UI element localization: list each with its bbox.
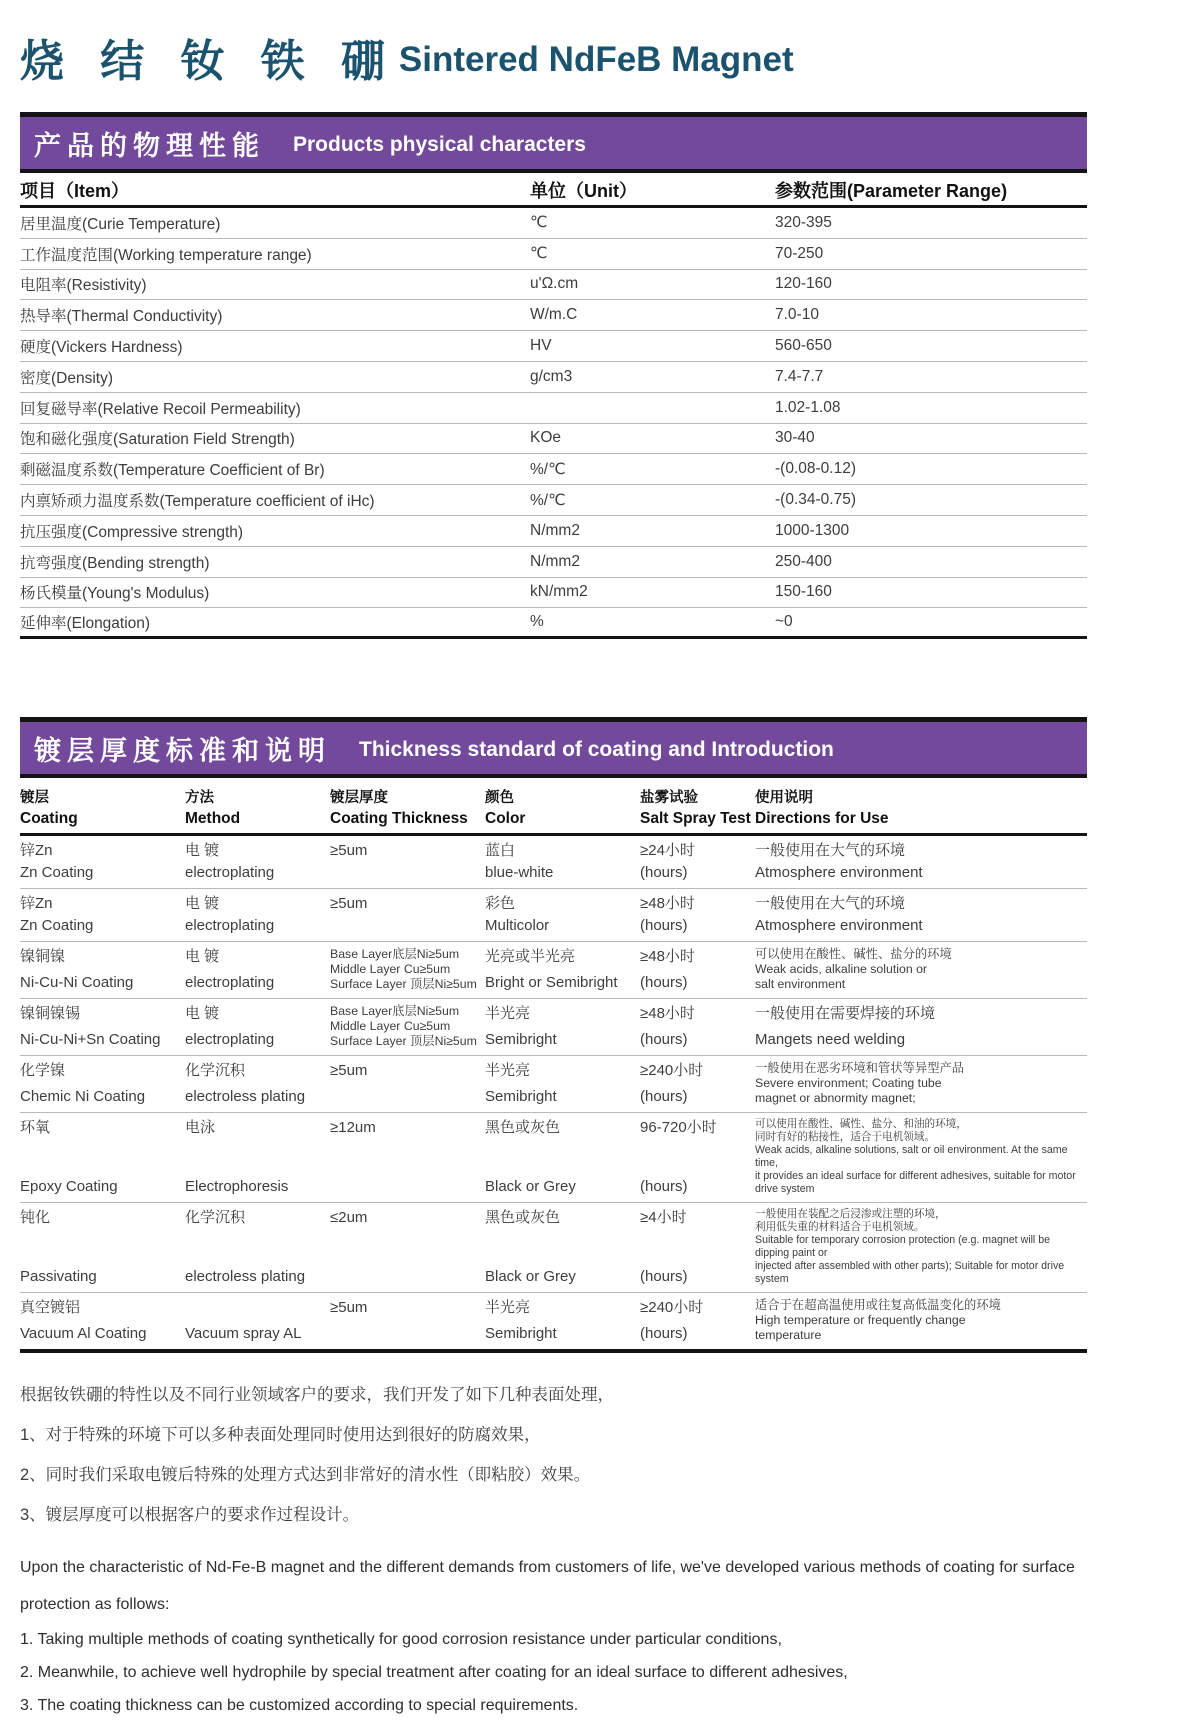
coating-cell-line: blue-white [485,864,554,882]
coating-cell-method [185,1061,330,1106]
physical-row [20,362,1087,393]
physical-cell-unit: HV [530,337,552,355]
coating-banner [20,717,1087,778]
coating-cell-thickness [330,841,485,882]
coating-row [20,1113,1087,1203]
coating-cell-line: 96-720小时 [640,1119,717,1137]
physical-cell-item: 延伸率(Elongation) [20,615,151,633]
coating-table-header [20,782,1087,836]
coating-cell-line: 化学镍 [20,1062,66,1080]
coating-cell-line: Atmosphere environment [755,917,923,935]
physical-cell-item: 热导率(Thermal Conductivity) [20,308,223,326]
coating-cell-line [185,1298,330,1317]
coating-cell-line: 适合于在超高温使用或往复高低温变化的环境 [755,1298,1001,1313]
coating-header-en: Directions for Use [755,810,889,828]
physical-cell-item: 电阻率(Resistivity) [20,277,147,295]
physical-cell-item: 剩磁温度系数(Temperature Coefficient of Br) [20,462,325,480]
notes-zh [20,1375,1087,1535]
coating-cell-method [185,1004,330,1049]
physical-cell-item: 密度(Density) [20,369,114,387]
coating-cell-line: ≥4小时 [640,1209,687,1227]
note-en-line: 2. Meanwhile, to achieve well hydrophile by special treatment after coating for an ideal surface to different adhesives, [20,1664,848,1682]
coating-header-salt [640,788,755,829]
coating-table-body [20,836,1087,1353]
physical-cell-unit: W/m.C [530,306,578,324]
physical-section [20,112,1087,639]
coating-cell-line: 可以使用在酸性、碱性、盐分、和油的环境， [755,1118,967,1131]
physical-cell-item: 工作温度范围(Working temperature range) [20,246,312,264]
coating-cell-line: 电 镀 [185,1005,220,1023]
physical-cell-item: 回复磁导率(Relative Recoil Permeability) [20,400,301,418]
page-title [20,0,1087,96]
physical-cell-unit: ℃ [530,214,548,232]
physical-cell-range: -(0.34-0.75) [775,491,856,509]
coating-cell-line: injected after assembled with other parts); Suitable for motor drive system [755,1260,1065,1286]
coating-cell-line: Semibright [485,1325,557,1343]
coating-cell-line: 一般使用在装配之后浸渗或注塑的环境， [755,1208,946,1221]
physical-banner-en: Products physical characters [293,133,586,156]
coating-cell-line: 电 镀 [185,948,220,966]
coating-cell-line: 锌Zn [20,842,53,860]
coating-row [20,999,1087,1056]
coating-header-coating [20,788,185,829]
coating-cell-thickness [330,1004,485,1049]
coating-cell-line: Severe environment; Coating tube [755,1076,942,1091]
physical-cell-range: 7.0-10 [775,306,819,324]
coating-cell-line: Base Layer底层Ni≥5um [330,947,460,962]
physical-cell-unit: KOe [530,429,562,447]
physical-cell-unit: kN/mm2 [530,583,588,601]
coating-cell-thickness [330,894,485,935]
physical-banner [20,112,1087,173]
coating-cell-salt [640,894,755,935]
coating-cell-line: 黑色或灰色 [485,1119,561,1137]
coating-cell-line: 可以使用在酸性、碱性、盐分的环境 [755,947,952,962]
physical-row [20,239,1087,270]
coating-cell-salt [640,1061,755,1106]
coating-header-en: Coating Thickness [330,810,468,828]
coating-cell-line: Zn Coating [20,864,94,882]
coating-cell-line: Multicolor [485,917,550,935]
coating-cell-line: it provides an ideal surface for different adhesives, suitable for motor drive system [755,1170,1076,1196]
coating-cell-line: Chemic Ni Coating [20,1088,146,1106]
coating-cell-directions [755,1298,1087,1343]
physical-cell-unit: ℃ [530,245,548,263]
coating-cell-line: Zn Coating [20,917,94,935]
coating-cell-directions [755,1004,1087,1049]
physical-row [20,393,1087,424]
physical-table-header [20,175,1087,208]
coating-cell-line: 半光亮 [485,1062,531,1080]
coating-cell-method [185,1118,330,1196]
coating-cell-line: 一般使用在恶劣环境和管状等异型产品 [755,1061,965,1076]
coating-cell-line: Middle Layer Cu≥5um [330,962,451,977]
coating-cell-line: electroless plating [185,1088,306,1106]
physical-header-item: 项目（Item） [20,181,130,201]
coating-cell-directions [755,1208,1087,1286]
coating-header-zh: 使用说明 [755,790,813,807]
physical-cell-unit: u'Ω.cm [530,275,579,293]
coating-cell-color [485,894,640,935]
coating-cell-line: Epoxy Coating [20,1178,118,1196]
coating-cell-line: 蓝白 [485,842,516,860]
coating-cell-line: (hours) [640,917,688,935]
coating-cell-line: 锌Zn [20,895,53,913]
coating-cell-line: ≥48小时 [640,895,695,913]
coating-cell-line: ≥240小时 [640,1299,704,1317]
coating-header-en: Coating [20,810,78,828]
coating-cell-method [185,1208,330,1286]
coating-cell-line: 电 镀 [185,842,220,860]
coating-cell-salt [640,947,755,992]
coating-cell-thickness [330,1118,485,1196]
coating-cell-directions [755,947,1087,992]
coating-cell-thickness [330,1061,485,1106]
coating-cell-coating [20,894,185,935]
coating-cell-color [485,947,640,992]
physical-row [20,331,1087,362]
physical-cell-range: -(0.08-0.12) [775,460,856,478]
coating-cell-line: ≥12um [330,1119,376,1137]
coating-cell-line: (hours) [640,1268,688,1286]
coating-header-directions [755,788,1087,829]
coating-cell-coating [20,947,185,992]
coating-cell-line: Ni-Cu-Ni Coating [20,974,134,992]
coating-cell-line: ≥24小时 [640,842,695,860]
coating-cell-line: 一般使用在需要焊接的环境 [755,1005,936,1023]
physical-cell-item: 居里温度(Curie Temperature) [20,215,221,233]
coating-cell-line: (hours) [640,974,688,992]
coating-row [20,1056,1087,1113]
coating-cell-coating [20,1298,185,1343]
coating-cell-line: Atmosphere environment [755,864,923,882]
coating-cell-line: 一般使用在大气的环境 [755,895,906,913]
physical-row [20,424,1087,455]
coating-cell-line: (hours) [640,1178,688,1196]
coating-header-color [485,788,640,829]
note-zh-line: 3、镀层厚度可以根据客户的要求作过程设计。 [20,1506,360,1525]
coating-cell-line: 光亮或半光亮 [485,948,576,966]
coating-cell-method [185,841,330,882]
note-zh-line: 2、同时我们采取电镀后特殊的处理方式达到非常好的清水性（即粘胶）效果。 [20,1466,591,1485]
coating-header-method [185,788,330,829]
coating-cell-color [485,841,640,882]
coating-cell-line: electroplating [185,974,275,992]
physical-cell-range: 70-250 [775,244,824,262]
physical-cell-unit: g/cm3 [530,367,573,385]
physical-cell-range: 30-40 [775,429,815,447]
coating-row [20,942,1087,999]
coating-header-zh: 镀层 [20,790,49,807]
coating-cell-line: ≥5um [330,842,368,860]
coating-cell-line: (hours) [640,864,688,882]
coating-cell-line: Ni-Cu-Ni+Sn Coating [20,1031,161,1049]
coating-cell-thickness [330,947,485,992]
coating-cell-color [485,1118,640,1196]
coating-cell-salt [640,1118,755,1196]
physical-cell-range: 1.02-1.08 [775,398,841,416]
coating-cell-line: 化学沉积 [185,1209,246,1227]
physical-row [20,578,1087,609]
coating-cell-line: 半光亮 [485,1299,531,1317]
coating-cell-line: (hours) [640,1088,688,1106]
coating-cell-line: salt environment [755,977,846,992]
physical-row [20,300,1087,331]
coating-cell-line: Middle Layer Cu≥5um [330,1019,451,1034]
coating-cell-directions [755,1118,1087,1196]
physical-cell-item: 硬度(Vickers Hardness) [20,339,183,357]
coating-cell-line: 化学沉积 [185,1062,246,1080]
coating-header-en: Salt Spray Test [640,810,751,828]
coating-cell-color [485,1298,640,1343]
physical-row [20,485,1087,516]
physical-row [20,547,1087,578]
coating-cell-line: magnet or abnormity magnet; [755,1091,916,1106]
coating-cell-line: electroplating [185,864,275,882]
coating-cell-method [185,947,330,992]
coating-cell-line: Suitable for temporary corrosion protection (e.g. magnet will be dipping paint or [755,1234,1051,1260]
coating-cell-line: ≥5um [330,1299,368,1317]
notes-en-items [20,1623,1087,1722]
coating-cell-salt [640,1298,755,1343]
physical-row [20,516,1087,547]
coating-cell-line: 电泳 [185,1119,216,1137]
coating-cell-directions [755,894,1087,935]
physical-banner-zh: 产品的物理性能 [34,130,265,161]
coating-cell-line: Base Layer底层Ni≥5um [330,1004,460,1019]
coating-cell-coating [20,1118,185,1196]
coating-cell-line: ≥5um [330,895,368,913]
coating-row [20,1203,1087,1293]
coating-cell-line: ≥48小时 [640,1005,695,1023]
coating-cell-line: ≥48小时 [640,948,695,966]
coating-cell-line: High temperature or frequently change [755,1313,966,1328]
coating-cell-salt [640,1004,755,1049]
coating-cell-salt [640,841,755,882]
coating-header-zh: 镀层厚度 [330,790,388,807]
coating-cell-line: ≥5um [330,1062,368,1080]
coating-cell-line: temperature [755,1328,822,1343]
coating-cell-coating [20,1004,185,1049]
coating-header-zh: 方法 [185,790,214,807]
page-content [20,0,1087,1722]
physical-table-body [20,208,1087,639]
physical-header-unit: 单位（Unit） [530,181,637,201]
physical-cell-range: 120-160 [775,275,832,293]
coating-row [20,889,1087,942]
coating-cell-line: electroplating [185,1031,275,1049]
coating-cell-line: Black or Grey [485,1178,576,1196]
physical-cell-item: 内禀矫顽力温度系数(Temperature coefficient of iHc) [20,493,375,511]
coating-cell-line: 电 镀 [185,895,220,913]
notes-en-intro: Upon the characteristic of Nd-Fe-B magnet and the different demands from customers of life, we've developed various methods of coating for surface protection as follows: [20,1559,1075,1614]
coating-row [20,1293,1087,1353]
physical-cell-range: ~0 [775,613,793,631]
physical-cell-unit: %/℃ [530,460,566,478]
physical-row [20,208,1087,239]
physical-cell-unit: % [530,613,544,631]
coating-cell-line: ≤2um [330,1209,368,1227]
coating-cell-color [485,1208,640,1286]
physical-cell-item: 饱和磁化强度(Saturation Field Strength) [20,431,295,449]
coating-cell-line: Mangets need welding [755,1031,906,1049]
coating-cell-line: Vacuum spray AL [185,1325,302,1343]
physical-cell-unit: N/mm2 [530,521,580,539]
coating-banner-zh: 镀层厚度标准和说明 [34,735,331,766]
physical-cell-range: 150-160 [775,583,832,601]
coating-cell-directions [755,841,1087,882]
coating-cell-line: electroless plating [185,1268,306,1286]
coating-cell-line: 钝化 [20,1209,51,1227]
coating-cell-thickness [330,1298,485,1343]
coating-cell-method [185,894,330,935]
coating-banner-en: Thickness standard of coating and Introduction [359,738,834,762]
coating-cell-method [185,1298,330,1343]
coating-cell-color [485,1004,640,1049]
note-zh-line: 根据钕铁硼的特性以及不同行业领域客户的要求，我们开发了如下几种表面处理， [20,1386,614,1405]
physical-cell-item: 抗弯强度(Bending strength) [20,554,210,572]
physical-cell-unit: %/℃ [530,491,566,509]
coating-cell-line: 利用低失重的材料适合于电机领域。 [755,1221,925,1234]
physical-cell-item: 杨氏模量(Young's Modulus) [20,585,210,603]
coating-cell-line: Passivating [20,1268,97,1286]
coating-cell-line: 同时有好的粘接性，适合于电机领域。 [755,1131,936,1144]
coating-cell-line: electroplating [185,917,275,935]
coating-cell-line: 彩色 [485,895,516,913]
coating-cell-line: 真空镀铝 [20,1299,81,1317]
physical-cell-range: 320-395 [775,213,832,231]
note-zh-line: 1、对于特殊的环境下可以多种表面处理同时使用达到很好的防腐效果， [20,1426,541,1445]
coating-cell-line: (hours) [640,1031,688,1049]
coating-cell-line: (hours) [640,1325,688,1343]
coating-cell-salt [640,1208,755,1286]
coating-cell-line: ≥240小时 [640,1062,704,1080]
physical-cell-range: 250-400 [775,552,832,570]
coating-header-zh: 颜色 [485,790,514,807]
page-title-zh: 烧 结 钕 铁 硼 [20,37,397,86]
coating-header-en: Method [185,810,241,828]
physical-cell-item: 抗压强度(Compressive strength) [20,523,244,541]
coating-cell-coating [20,1061,185,1106]
coating-cell-color [485,1061,640,1106]
coating-cell-line: Black or Grey [485,1268,576,1286]
coating-header-thickness [330,788,485,829]
coating-cell-line: 半光亮 [485,1005,531,1023]
coating-cell-line: Semibright [485,1031,557,1049]
coating-cell-line: 一般使用在大气的环境 [755,842,906,860]
coating-cell-coating [20,841,185,882]
physical-row [20,270,1087,301]
coating-header-en: Color [485,810,526,828]
notes-en [20,1549,1087,1722]
coating-cell-directions [755,1061,1087,1106]
note-en-line: 3. The coating thickness can be customized according to special requirements. [20,1697,579,1715]
physical-header-range: 参数范围(Parameter Range) [775,181,1008,201]
coating-cell-coating [20,1208,185,1286]
coating-cell-thickness [330,1208,485,1286]
coating-cell-line: 镍铜镍 [20,948,66,966]
coating-header-zh: 盐雾试验 [640,790,698,807]
physical-cell-range: 560-650 [775,337,832,355]
coating-cell-line: Weak acids, alkaline solutions, salt or oil environment. At the same time, [755,1144,1068,1170]
coating-cell-line: 黑色或灰色 [485,1209,561,1227]
coating-cell-line: Weak acids, alkaline solution or [755,962,928,977]
physical-cell-unit: N/mm2 [530,552,580,570]
physical-row [20,608,1087,639]
coating-cell-line: Bright or Semibright [485,974,618,992]
coating-cell-line: Semibright [485,1088,557,1106]
note-en-line: 1. Taking multiple methods of coating synthetically for good corrosion resistance under particular conditions, [20,1631,782,1649]
coating-row [20,836,1087,889]
coating-section [20,717,1087,1353]
physical-row [20,454,1087,485]
page-title-en: Sintered NdFeB Magnet [398,40,794,79]
physical-cell-range: 1000-1300 [775,521,850,539]
coating-cell-line: Vacuum Al Coating [20,1325,147,1343]
coating-cell-line: 环氧 [20,1119,51,1137]
coating-cell-line: Surface Layer 顶层Ni≥5um [330,1034,477,1049]
physical-cell-range: 7.4-7.7 [775,367,824,385]
coating-cell-line: 镍铜镍锡 [20,1005,81,1023]
coating-cell-line: Surface Layer 顶层Ni≥5um [330,977,477,992]
coating-cell-line: Electrophoresis [185,1178,289,1196]
